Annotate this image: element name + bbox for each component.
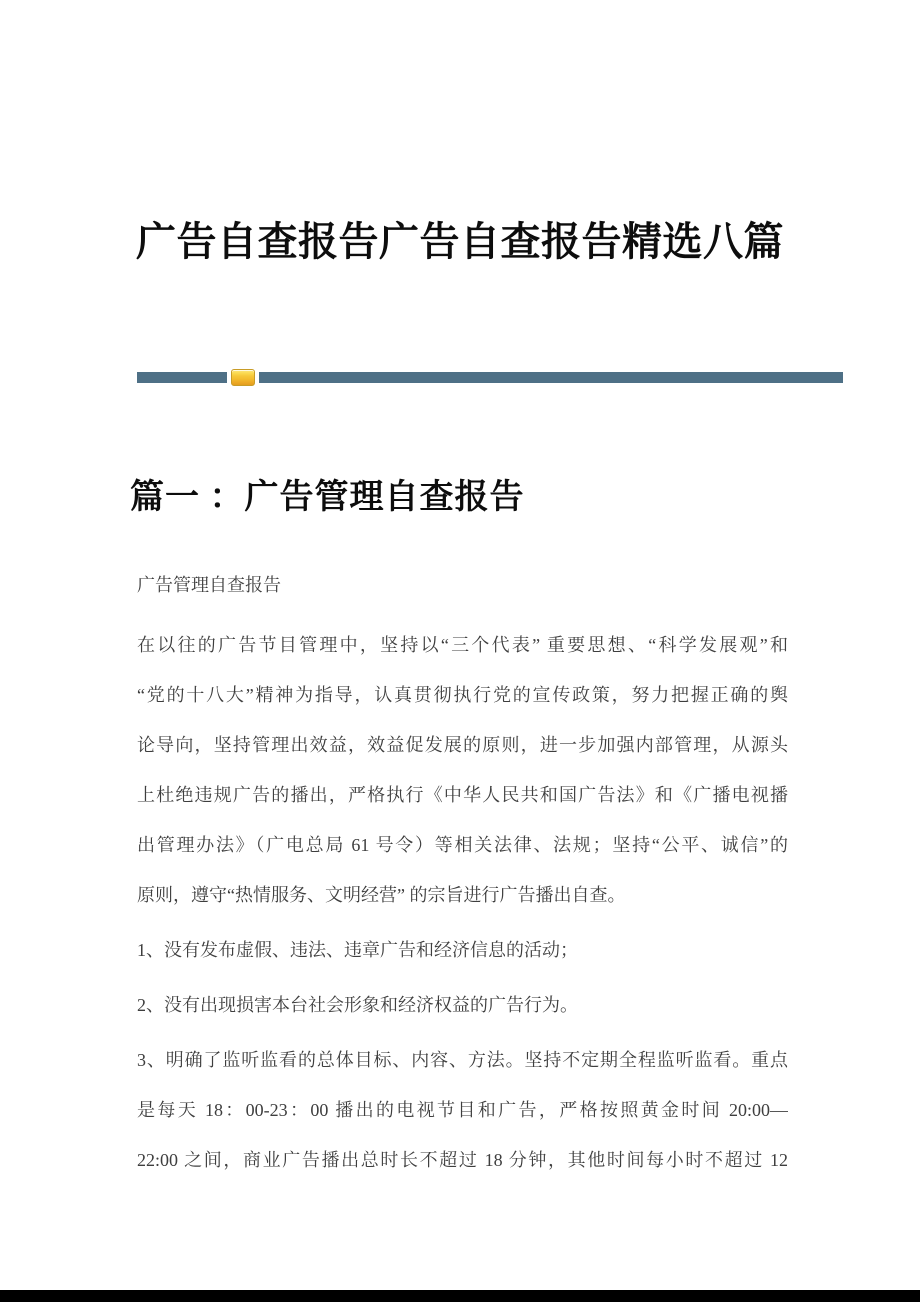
body-line: 22:00 之间，商业广告播出总时长不超过 18 分钟，其他时间每小时不超过 12 <box>137 1150 788 1170</box>
body-line: 1、没有发布虚假、违法、违章广告和经济信息的活动； <box>137 940 578 960</box>
body-line: 出管理办法》（广电总局 61 号令）等相关法律、法规；坚持“公平、诚信”的 <box>137 835 788 855</box>
body-line: “党的十八大”精神为指导，认真贯彻执行党的宣传政策，努力把握正确的舆 <box>137 685 788 705</box>
paragraph <box>137 925 788 975</box>
gold-seal-icon <box>231 369 255 386</box>
body-line: 在以往的广告节目管理中，坚持以“三个代表” 重要思想、“科学发展观”和 <box>137 635 788 655</box>
body-line: 2、没有出现损害本台社会形象和经济权益的广告行为。 <box>137 995 578 1015</box>
body-line: 上杜绝违规广告的播出，严格执行《中华人民共和国广告法》和《广播电视播 <box>137 785 788 805</box>
body-line: 原则，遵守“热情服务、文明经营” 的宗旨进行广告播出自查。 <box>137 885 626 905</box>
body-line: 论导向，坚持管理出效益，效益促发展的原则，进一步加强内部管理，从源头 <box>137 735 788 755</box>
title-divider <box>137 369 843 386</box>
body-line: 3、明确了监听监看的总体目标、内容、方法。坚持不定期全程监听监看。重点 <box>137 1050 788 1070</box>
paragraph <box>137 1035 788 1185</box>
section-heading: 篇一 ：广告管理自查报告 <box>130 479 525 516</box>
paragraph <box>137 620 788 920</box>
body-line: 是每天 18：00-23：00 播出的电视节目和广告，严格按照黄金时间 20:00— <box>137 1100 788 1120</box>
paragraph <box>137 560 788 610</box>
body-line: 广告管理自查报告 <box>137 575 281 595</box>
document-body <box>137 560 788 1190</box>
divider-bar-segment <box>259 372 843 383</box>
document-title: 广告自查报告广告自查报告精选八篇 <box>136 219 784 264</box>
paragraph <box>137 980 788 1030</box>
page-bottom-edge <box>0 1290 920 1302</box>
divider-bar-segment <box>137 372 227 383</box>
